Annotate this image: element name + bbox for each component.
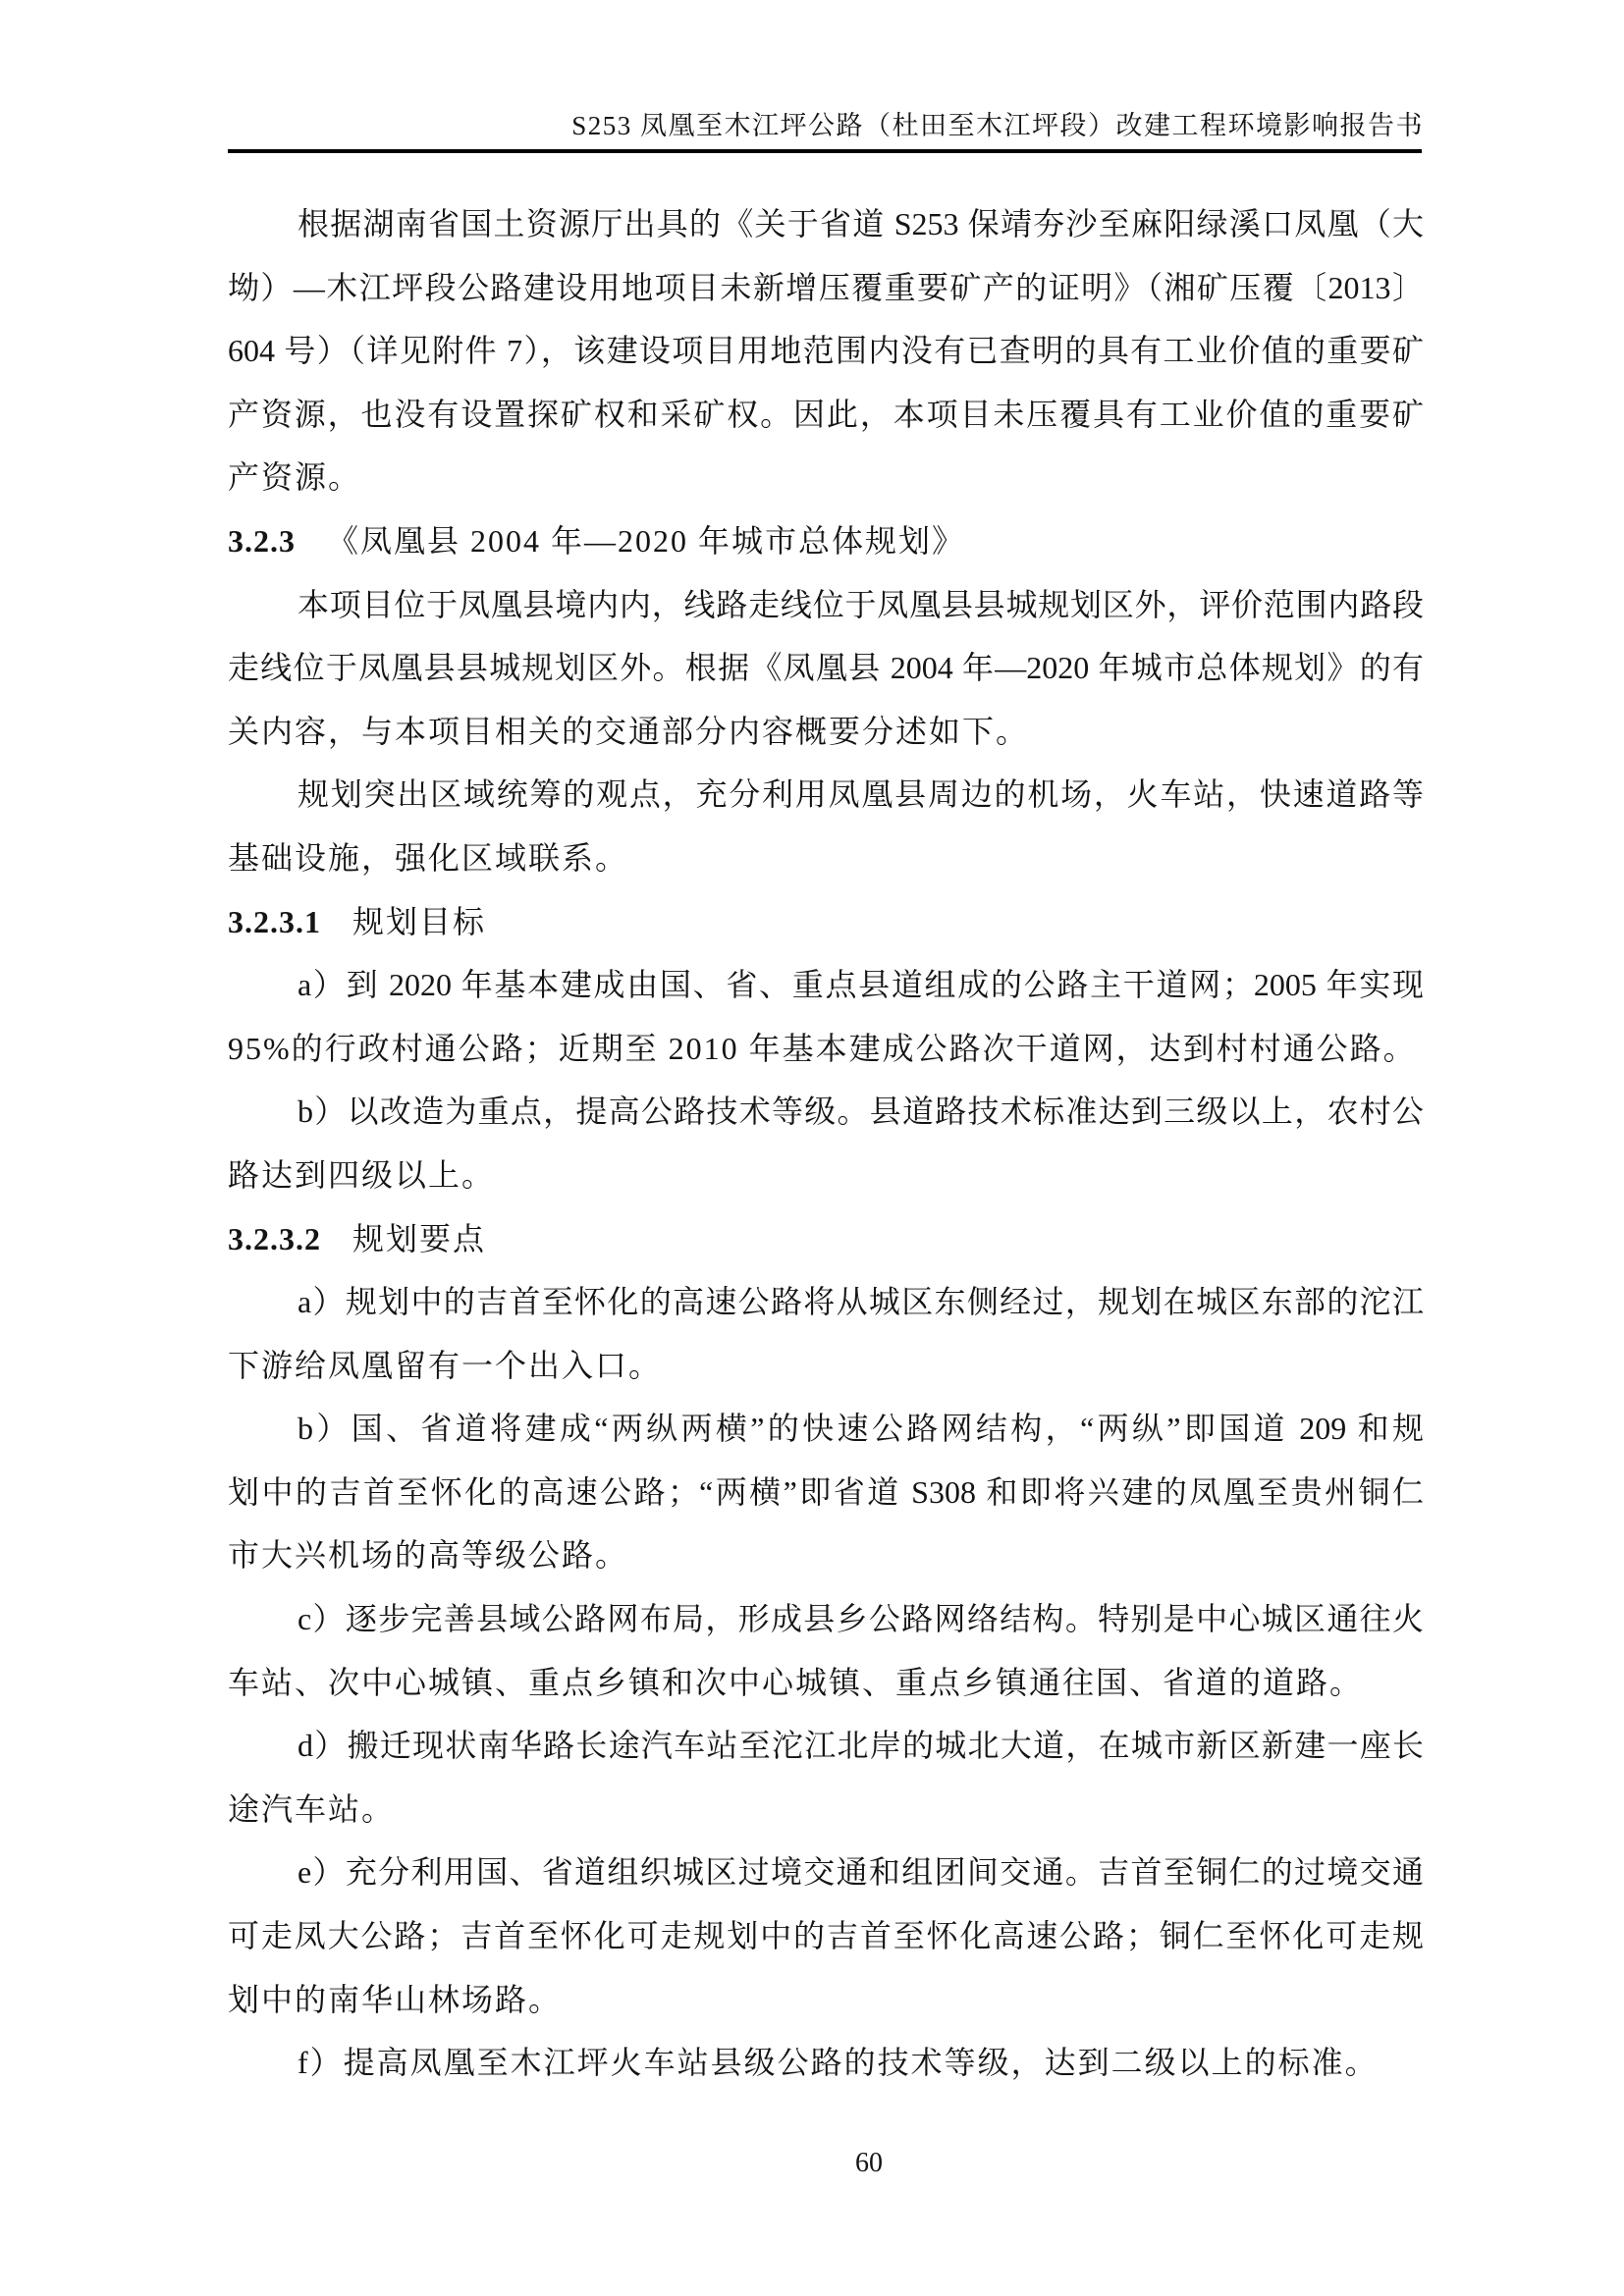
text-line: b）国、省道将建成“两纵两横”的快速公路网结构，“两纵”即国道 209 和规 xyxy=(298,1411,1424,1447)
text-line: 基础设施，强化区域联系。 xyxy=(228,839,629,876)
text-line: 划中的吉首至怀化的高速公路；“两横”即省道 S308 和即将兴建的凤凰至贵州铜仁 xyxy=(228,1473,1424,1510)
text-line: 产资源。 xyxy=(228,459,362,496)
text-line: 产资源，也没有设置探矿权和采矿权。因此，本项目未压覆具有工业价值的重要矿 xyxy=(228,396,1424,432)
section-heading xyxy=(228,1207,1424,1271)
section-heading xyxy=(228,890,1424,954)
text-line: b）以改造为重点，提高公路技术等级。县道路技术标准达到三级以上，农村公 xyxy=(298,1094,1424,1130)
text-line: 下游给凤凰留有一个出入口。 xyxy=(228,1347,663,1383)
text-line: c）逐步完善县域公路网布局，形成县乡公路网络结构。特别是中心城区通往火 xyxy=(298,1601,1424,1637)
text-line: 途汽车站。 xyxy=(228,1790,396,1827)
section-number: 3.2.3.2 xyxy=(228,1220,321,1256)
section-title: 规划目标 xyxy=(352,903,487,939)
section-title: 规划要点 xyxy=(352,1220,487,1256)
text-line: 604 号）（详见附件 7），该建设项目用地范围内没有已查明的具有工业价值的重要矿 xyxy=(228,333,1424,369)
text-line: e）充分利用国、省道组织城区过境交通和组团间交通。吉首至铜仁的过境交通 xyxy=(298,1854,1424,1891)
section-heading xyxy=(228,509,1424,573)
text-line: 市大兴机场的高等级公路。 xyxy=(228,1537,629,1574)
page-number: 60 xyxy=(855,2148,883,2178)
text-line: d）搬迁现状南华路长途汽车站至沱江北岸的城北大道，在城市新区新建一座长 xyxy=(298,1728,1424,1764)
text-line: 关内容，与本项目相关的交通部分内容概要分述如下。 xyxy=(228,713,1030,749)
running-header-title: S253 凤凰至木江坪公路（杜田至木江坪段）改建工程环境影响报告书 xyxy=(571,111,1424,140)
text-line: 本项目位于凤凰县境内内，线路走线位于凤凰县县城规划区外，评价范围内路段 xyxy=(298,586,1424,622)
text-line: 95%的行政村通公路；近期至 2010 年基本建成公路次干道网，达到村村通公路。 xyxy=(228,1030,1417,1066)
text-line: 划中的南华山林场路。 xyxy=(228,1981,563,2017)
section-title: 《凤凰县 2004 年—2020 年城市总体规划》 xyxy=(327,522,966,559)
header-rule xyxy=(228,149,1422,153)
text-line: 路达到四级以上。 xyxy=(228,1156,496,1193)
text-line: 走线位于凤凰县县城规划区外。根据《凤凰县 2004 年—2020 年城市总体规划》的有 xyxy=(228,650,1424,686)
text-line: 规划突出区域统筹的观点，充分利用凤凰县周边的机场，火车站，快速道路等 xyxy=(298,776,1424,813)
text-line: 坳）—木江坪段公路建设用地项目未新增压覆重要矿产的证明》（湘矿压覆〔2013〕 xyxy=(228,269,1424,305)
section-number: 3.2.3 xyxy=(228,522,296,559)
text-line: a）规划中的吉首至怀化的高速公路将从城区东侧经过，规划在城区东部的沱江 xyxy=(298,1284,1424,1320)
text-line: 可走凤大公路；吉首至怀化可走规划中的吉首至怀化高速公路；铜仁至怀化可走规 xyxy=(228,1918,1424,1954)
text-line: f）提高凤凰至木江坪火车站县级公路的技术等级，达到二级以上的标准。 xyxy=(298,2045,1379,2081)
text-line: 车站、次中心城镇、重点乡镇和次中心城镇、重点乡镇通往国、省道的道路。 xyxy=(228,1664,1364,1700)
document-body xyxy=(228,192,1424,2095)
text-line: 根据湖南省国土资源厅出具的《关于省道 S253 保靖夯沙至麻阳绿溪口凤凰（大 xyxy=(298,206,1424,241)
text-line: a）到 2020 年基本建成由国、省、重点县道组成的公路主干道网；2005 年实现 xyxy=(298,967,1424,1003)
section-number: 3.2.3.1 xyxy=(228,903,321,939)
